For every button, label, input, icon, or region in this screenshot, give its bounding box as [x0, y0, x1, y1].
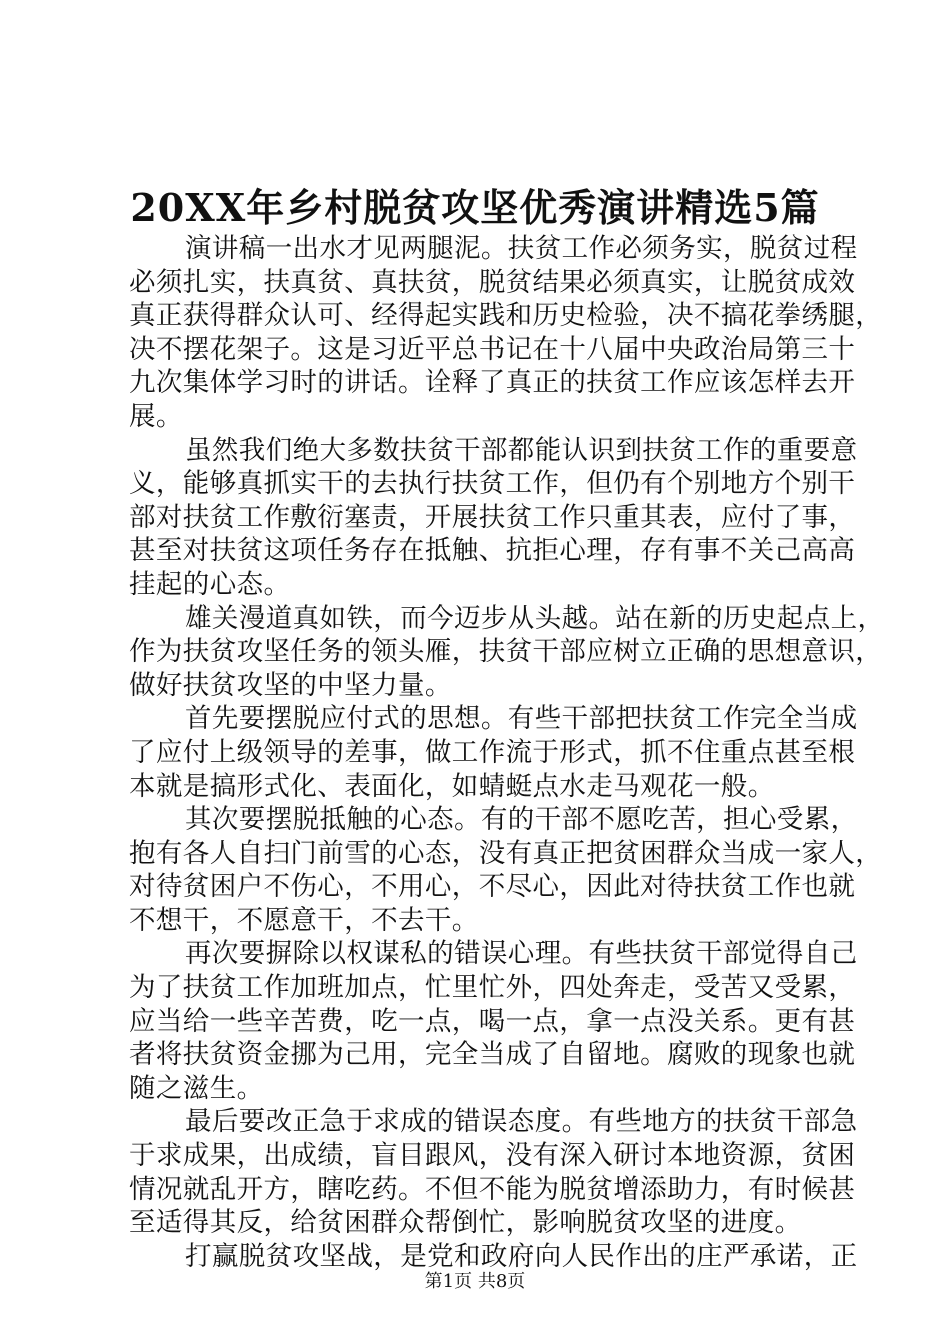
paragraph-line: 打赢脱贫攻坚战，是党和政府向人民作出的庄严承诺，正: [185, 1240, 858, 1272]
paragraph-line: 最后要改正急于求成的错误态度。有些地方的扶贫干部急: [185, 1106, 858, 1138]
paragraph-line: 决不摆花架子。这是习近平总书记在十八届中央政治局第三十: [129, 333, 856, 365]
paragraph-1: [129, 232, 883, 434]
paragraph-line: 随之滋生。: [129, 1072, 264, 1104]
paragraph-8: [129, 1240, 858, 1274]
paragraph-line: 必须扎实，扶真贫、真扶贫，脱贫结果必须真实，让脱贫成效: [129, 266, 856, 298]
paragraph-6: [129, 937, 858, 1105]
paragraph-line: 首先要摆脱应付式的思想。有些干部把扶贫工作完全当成: [185, 703, 858, 735]
paragraph-7: [129, 1105, 858, 1239]
paragraph-line: 情况就乱开方，瞎吃药。不但不能为脱贫增添助力，有时候甚: [129, 1173, 856, 1205]
paragraph-line: 作为扶贫攻坚任务的领头雁，扶贫干部应树立正确的思想意识，: [129, 636, 883, 668]
paragraph-line: 展。: [129, 400, 183, 432]
paragraph-line: 虽然我们绝大多数扶贫干部都能认识到扶贫工作的重要意: [185, 434, 858, 466]
page-footer: 第1页 共8页: [424, 1271, 526, 1292]
paragraph-line: 本就是搞形式化、表面化，如蜻蜓点水走马观花一般。: [129, 770, 775, 802]
paragraph-line: 甚至对扶贫这项任务存在抵触、抗拒心理，存有事不关己高高: [129, 535, 856, 567]
paragraph-line: 了应付上级领导的差事，做工作流于形式，抓不住重点甚至根: [129, 736, 856, 768]
paragraph-line: 做好扶贫攻坚的中坚力量。: [129, 669, 452, 701]
paragraph-3: [129, 602, 885, 703]
paragraph-line: 部对扶贫工作敷衍塞责，开展扶贫工作只重其表，应付了事，: [129, 501, 856, 533]
paragraph-line: 至适得其反，给贫困群众帮倒忙，影响脱贫攻坚的进度。: [129, 1207, 802, 1239]
paragraph-line: 对待贫困户不伤心，不用心，不尽心，因此对待扶贫工作也就: [129, 871, 856, 903]
paragraph-line: 九次集体学习时的讲话。诠释了真正的扶贫工作应该怎样去开: [129, 367, 856, 399]
paragraph-line: 演讲稿一出水才见两腿泥。扶贫工作必须务实，脱贫过程: [185, 233, 858, 264]
document-body: [129, 232, 885, 1273]
paragraph-line: 不想干，不愿意干，不去干。: [129, 904, 479, 936]
paragraph-line: 再次要摒除以权谋私的错误心理。有些扶贫干部觉得自己: [185, 938, 858, 970]
paragraph-2: [129, 434, 858, 602]
paragraph-line: 雄关漫道真如铁，而今迈步从头越。站在新的历史起点上，: [185, 602, 885, 634]
paragraph-line: 为了扶贫工作加班加点，忙里忙外，四处奔走，受苦又受累，: [129, 972, 856, 1004]
paragraph-line: 抱有各人自扫门前雪的心态，没有真正把贫困群众当成一家人，: [129, 837, 883, 869]
paragraph-4: [129, 702, 858, 803]
paragraph-line: 应当给一些辛苦费，吃一点，喝一点，拿一点没关系。更有甚: [129, 1005, 856, 1037]
document-title: 20XX年乡村脱贫攻坚优秀演讲精选5篇: [130, 185, 820, 230]
paragraph-line: 真正获得群众认可、经得起实践和历史检验，决不搞花拳绣腿，: [129, 300, 883, 332]
paragraph-line: 于求成果，出成绩，盲目跟风，没有深入研讨本地资源，贫困: [129, 1140, 856, 1172]
paragraph-5: [129, 803, 883, 937]
paragraph-line: 挂起的心态。: [129, 568, 291, 600]
paragraph-line: 其次要摆脱抵触的心态。有的干部不愿吃苦，担心受累，: [185, 804, 858, 836]
paragraph-line: 义，能够真抓实干的去执行扶贫工作，但仍有个别地方个别干: [129, 468, 856, 500]
paragraph-line: 者将扶贫资金挪为己用，完全当成了自留地。腐败的现象也就: [129, 1039, 856, 1071]
